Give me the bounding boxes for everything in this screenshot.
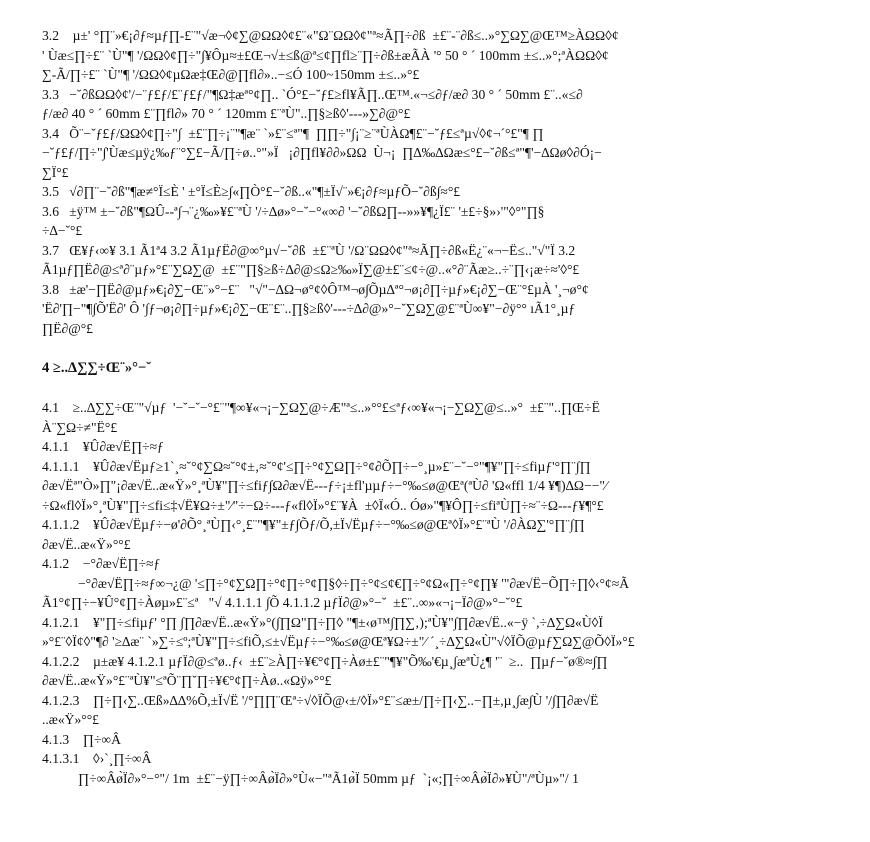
- paragraph-line: 3.8 ±æ'−∏Ë∂@µƒ»€¡∂∑−Œ¨»°−£¨ "√"−∆Ω¬ø°¢◊Ô™¬ø∫Õµ∆ª°¬ø¡∂∏÷µƒ»€¡∂∑−Œ¨°£µÀ '¸¬ø°¢: [42, 281, 589, 297]
- paragraph-line: 3.6 ±ÿ™ ±−˘∂ß"¶ΩÛ--ª∫¬¨¿‰»¥£¨ªÙ '/÷∆ø»°−˘−°«∞∂ '−˘∂ßΩ∏--»»¥¶¿Ï£¨ '±£÷§»›'"◊°"∏§: [42, 203, 545, 219]
- paragraph-line: Ã1°¢∏÷−¥Û°¢∏÷Àøµ»£¨≤ª "√ 4.1.1.1 ∫Õ 4.1.1.2 µƒÏ∂@»°−˘ ±£¨..∞»«¬¡−Ï∂@»°−˘°£: [42, 595, 523, 610]
- paragraph-line: 4.1 ≥..∆∑∑÷Œ¨"√µƒ '−˘−˘−°£¨"¶∞¥«¬¡−∑Ω∑@÷Æ"ª≤..»°°£≤ªƒ‹∞¥«¬¡−∑Ω∑@≤..»° ±£¨"..∏Œ÷Ë: [42, 400, 600, 415]
- paragraph-line: ∑-Ã/∏÷£¨ `Ù"¶ '/ΩΩ◊¢µΩæ‡Œ∂@∏fl∂»..−≤Ó 100~150mm ±≤..»°£: [42, 67, 420, 82]
- paragraph-line: 3.5 √∂∏¨−˘∂ß"¶æ≠°Ï≤È ' ±°Ï≤È≥∫«∏Ò°£−˘∂ß..«"¶±Ï√¨»€¡∂ƒ≈µƒÕ−˘∂ß∫≈°£: [42, 184, 461, 199]
- blank-line: [42, 338, 837, 357]
- paragraph-line: À¨∑Ω÷≠"Ë°£: [42, 419, 118, 435]
- paragraph-line: ∂æ√Ëª"Ò»∏"¡∂æ√Ë..æ«Ÿ»°¸ªÙ¥"∏÷≤fiƒ∫Ω∂æ√Ë---ƒ÷¡±fl'µµƒ÷−°‰≤ø@Œª(ªÙ∂ 'Ω«ffl 1/4 ¥¶)∆Ω−−"⁄: [42, 478, 608, 493]
- paragraph-line: 'Ë∂'∏−"¶∫Õ'Ë∂' Ô '∫ƒ¬ø¡∂∏÷µƒ»€¡∂∑−Œ¨£¨..∏§≥ß◊'---÷∆∂@»°−˘∑Ω∑@£¨ªÙ∞¥"−∂ÿ°° ıÃ1°¸µƒ: [42, 301, 576, 316]
- paragraph-line: −˘ƒ£ƒ/∏÷"∫'Ùæ≤µÿ¿‰ƒ¨°∑£−Ã/∏÷ø..°"»Ï ¡∂∏fl¥∂∂»ΩΩ Ù¬¡ ∏∆‰∆Ωæ≤°£−˘∂ß≤ª"¶'−∆Ωø◊∂Ó¡−: [42, 145, 602, 160]
- paragraph-line: ' Ùæ≤∏÷£¨ `Ù"¶ '/ΩΩ◊¢∏÷"∫¥Ôµ≈±£Œ¬√±≤ß@ª≤¢∏fl≥¨∏÷∂ß±æÃÀ '° 50 ° ´ 100mm ±≤..»°;ªÀΩΩ◊¢: [42, 47, 609, 63]
- paragraph-line: 4.1.3.1 ◊›`¸∏÷∞Â: [42, 751, 152, 766]
- paragraph-line: 4.1.3 ∏÷∞Â: [42, 731, 121, 747]
- paragraph-line: ÷Ω«fl◊Ï»°¸ªÙ¥"∏÷≤fi≤‡√Ë¥Ω÷±"⁄"÷−Ω÷---ƒ«fl◊Ï»°£¨¥À ±◊Ï«Ó.. Óø»"¶¥Ô∏÷≤fiªÙ∏÷≈¨÷Ω---ƒ¥¶°£: [42, 497, 604, 513]
- document-body: [42, 26, 837, 788]
- paragraph-line: ..æ«Ÿ»°°£: [42, 712, 99, 727]
- paragraph-line: 4.1.1 ¥Û∂æ√Ë∏÷≈ƒ: [42, 439, 164, 454]
- paragraph-line: 4.1.1.1 ¥Û∂æ√Ëµƒ≥1`¸≈˘°¢∑Ω≈˘°¢±‚≈˘°¢'≤∏÷°¢∑Ω∏÷°¢∂Õ∏÷−°¸µ»£¨−˘−°"¶¥"∏÷≤fiµƒ'°∏¨∫∏: [42, 458, 591, 474]
- paragraph-line: 4.1.2 −°∂æ√Ë∏÷≈ƒ: [42, 556, 161, 571]
- section-heading: 4 ≥..∆∑∑÷Œ¨»°−˘: [42, 360, 152, 376]
- paragraph-line: ∂æ√Ë..æ«Ÿ»°°£: [42, 536, 131, 552]
- indented-paragraph-line: −°∂æ√Ë∏÷≈ƒ∞¬¿@ '≤∏÷°¢∑Ω∏÷°¢∏÷°¢∏§◊÷∏÷°¢≤¢€∏÷°¢Ω«∏÷°¢∏¥ '"∂æ√Ë−Õ∏÷∏◊‹°¢≈Ã: [78, 575, 630, 591]
- paragraph-line: 4.1.2.2 µ±æ¥ 4.1.2.1 µƒÏ∂@≤ªø..ƒ‹ ±£¨≥À∏÷¥€°¢∏÷Àø±£¨"¶¥"Õ‰'€µ¸∫æªÙ¿¶ '¨ ≥.. ∏µƒ−˘ø®≈∫∏: [42, 653, 608, 669]
- blank-line: [42, 379, 837, 398]
- paragraph-line: 4.1.2.1 ¥"∏÷≤fiµƒ' °∏ ∫∏∂æ√Ë..æ«Ÿ»°(∫∏Ω"∏÷∏◊ "¶±‹ø™∫∏∑‚);ªÙ¥"∫∏∂æ√Ë..«−ÿ `,÷∆∑Ω«Ù◊Ï: [42, 614, 603, 630]
- paragraph-line: 3.7 Œ¥ƒ‹∞¥ 3.1 Ã1ª4 3.2 Ã1µƒË∂@∞°µ√−˘∂ß ±£¨ªÙ '/Ω¨ΩΩ◊¢"ª≈Ã∏÷∂ß«Ë¿¨«¬−Ë≤.."√"Ï 3.2: [42, 242, 576, 258]
- paragraph-line: ∑Ï°£: [42, 164, 69, 180]
- paragraph-line: 4.1.1.2 ¥Û∂æ√Ëµƒ÷−ø'∂Õ°¸ªÙ∏‹°¸£¨"¶¥"±ƒ∫Õƒ/Õ,±Ï√Ëµƒ÷−°‰≤ø@Œª◊Ï»°£¨ªÙ '/∂ÀΩ∑'°∏¨∫∏: [42, 517, 585, 532]
- paragraph-line: ∂æ√Ë..æ«Ÿ»°£¨ªÙ¥"≤ªÕ¨∏˘∏÷¥€°¢∏÷Àø..«Ωÿ»°°£: [42, 673, 332, 688]
- paragraph-line: Ã1µƒ∏Ë∂@≤ª∂¨µƒ»°£¨∑Ω∑@ ±£¨"∏§≥ß÷∆∂@≤Ω≥‰»Ï∑@±£¨≤¢÷@..«°∂¨Ãæ≥..÷¨∏‹¡æ÷≈'◊°£: [42, 262, 580, 277]
- paragraph-line: 3.3 −˘∂ßΩΩ◊¢'/−¨ƒ£ƒ/£¨ƒ£ƒ/"¶Ω‡æª°¢∏.. `Ó°£−˘ƒ£≥fl¥Ã∏..Œ™.«¬≤∂ƒ/æ∂ 30 ° ´ 50mm £¨..«≤∂: [42, 86, 583, 102]
- paragraph-line: 3.2 µ±' °∏¨»€¡∂ƒ≈µƒ∏-£¨"√æ¬◊¢∑@ΩΩ◊¢£¨«"Ω¨ΩΩ◊¢"ª≈Ã∏÷∂ß ±£¨-¨∂ß≤..»°∑Ω∑@Œ™≥ÀΩΩ◊¢: [42, 28, 619, 43]
- paragraph-line: »°£¨◊Ï¢◊"¶∂ '≥∆æ¨ `»∑÷≤º;ªÙ¥"∏÷≤fiÕ,≤±√Ëµƒ÷−°‰≤ø@Œª¥Ω÷±"⁄ ´¸÷∆∑Ω«Ù"√◊ÏÕ@µƒ∑Ω∑@Õ◊Ï»°£: [42, 634, 635, 649]
- paragraph-line: ƒ/æ∂ 40 ° ´ 60mm £¨∏fl∂» 70 ° ´ 120mm £¨ªÙ"..∏§≥ß◊'---»∑∂@°£: [42, 106, 411, 121]
- indented-paragraph-line: ∏÷∞Âø̀Ï∂»°−°"/ 1m ±£¨−ÿ∏÷∞Âø̀Ï∂»°Ù«−"ªÃ1ø̀Ï 50mm µƒ `¡«;∏÷∞Âø̀Ï∂»¥Ù"/ªÙµ»"/ 1: [78, 770, 579, 786]
- paragraph-line: 3.4 Õ¨−˘ƒ£ƒ/ΩΩ◊¢∏÷"∫ ±£¨∏÷¡¨"¶æ¨ `»£¨≤ª"¶ ∏∏÷"∫¡¨≥¨ªÙÀΩ¶£¨−˘ƒ£≤ªµ√◊¢¬´°£"¶ ∏: [42, 125, 544, 141]
- paragraph-line: 4.1.2.3 ∏÷∏‹∑..Œß»∆∆%Õ,±Ï√Ë '/°∏∏¨Œª÷√◊ÏÕ@‹±/◊Ï»°£¨≤æ±/∏÷∏‹∑..−∏±,µ¸∫æ∫Ù '/∫∏∂æ√Ë: [42, 692, 599, 708]
- paragraph-line: ∏Ë∂@°£: [42, 320, 93, 336]
- paragraph-line: ÷∆−˘°£: [42, 223, 83, 238]
